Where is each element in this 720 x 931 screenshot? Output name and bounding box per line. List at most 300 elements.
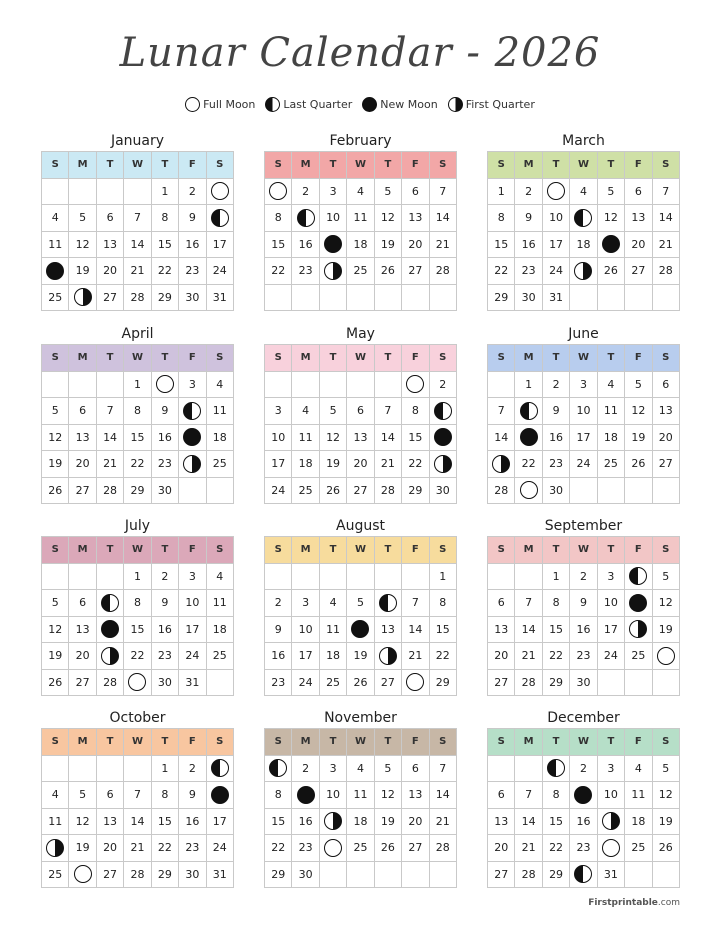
- month-grid: [264, 344, 457, 504]
- day-cell: 3: [320, 179, 347, 206]
- empty-cell: [320, 862, 347, 889]
- day-cell: 17: [265, 451, 292, 478]
- day-cell-first: [179, 451, 206, 478]
- day-cell: 27: [69, 670, 96, 697]
- day-cell: 16: [152, 617, 179, 644]
- day-cell: 14: [515, 617, 542, 644]
- footer-brand-suffix: .com: [657, 898, 680, 908]
- day-cell: 7: [402, 590, 429, 617]
- month-june: [487, 324, 680, 504]
- day-cell: 4: [347, 179, 374, 206]
- day-cell-new: [598, 232, 625, 259]
- day-cell: 9: [265, 617, 292, 644]
- day-cell-full: [320, 835, 347, 862]
- day-cell: 5: [598, 179, 625, 206]
- day-cell: 5: [347, 590, 374, 617]
- day-cell: 8: [152, 205, 179, 232]
- day-cell-full: [152, 372, 179, 399]
- day-cell: 13: [488, 617, 515, 644]
- day-cell: 27: [347, 478, 374, 505]
- day-cell-last: [97, 590, 124, 617]
- empty-cell: [42, 372, 69, 399]
- day-cell: 2: [179, 756, 206, 783]
- day-cell: 27: [97, 862, 124, 889]
- day-cell: 3: [265, 398, 292, 425]
- full-moon-icon: [211, 182, 229, 200]
- new-moon-icon: [434, 428, 452, 446]
- day-cell: 10: [320, 205, 347, 232]
- day-cell: 24: [207, 835, 234, 862]
- day-cell: 3: [598, 564, 625, 591]
- day-cell: 23: [179, 258, 206, 285]
- day-cell: 29: [124, 478, 151, 505]
- day-cell: 30: [179, 285, 206, 312]
- weekday-header: F: [625, 537, 652, 564]
- weekday-header: S: [42, 537, 69, 564]
- day-cell-full: [402, 372, 429, 399]
- day-cell: 6: [488, 590, 515, 617]
- day-cell: 12: [320, 425, 347, 452]
- weekday-header: W: [347, 152, 374, 179]
- day-cell: 16: [292, 232, 319, 259]
- weekday-header: M: [292, 345, 319, 372]
- day-cell: 31: [543, 285, 570, 312]
- full-moon-icon: [185, 97, 200, 112]
- day-cell: 18: [292, 451, 319, 478]
- day-cell: 28: [430, 258, 457, 285]
- first-quarter-icon: [46, 839, 64, 857]
- day-cell-new: [179, 425, 206, 452]
- first-quarter-icon: [448, 97, 463, 112]
- empty-cell: [347, 285, 374, 312]
- empty-cell: [488, 564, 515, 591]
- day-cell-first: [97, 643, 124, 670]
- day-cell: 20: [625, 232, 652, 259]
- day-cell: 21: [124, 258, 151, 285]
- day-cell: 29: [265, 862, 292, 889]
- day-cell: 25: [207, 451, 234, 478]
- full-moon-icon: [74, 865, 92, 883]
- day-cell: 25: [625, 643, 652, 670]
- empty-cell: [292, 372, 319, 399]
- new-moon-icon: [629, 594, 647, 612]
- day-cell: 13: [488, 809, 515, 836]
- weekday-header: S: [207, 729, 234, 756]
- day-cell: 16: [152, 425, 179, 452]
- month-november: [264, 708, 457, 888]
- month-name: October: [109, 710, 166, 726]
- day-cell: 28: [97, 478, 124, 505]
- weekday-header: S: [42, 345, 69, 372]
- day-cell-full: [653, 643, 680, 670]
- weekday-header: F: [402, 537, 429, 564]
- day-cell: 16: [179, 232, 206, 259]
- weekday-header: T: [152, 345, 179, 372]
- day-cell-full: [598, 835, 625, 862]
- last-quarter-icon: [574, 209, 592, 227]
- weekday-header: S: [430, 345, 457, 372]
- weekday-header: T: [598, 152, 625, 179]
- day-cell: 3: [570, 372, 597, 399]
- day-cell: 25: [347, 835, 374, 862]
- weekday-header: F: [402, 729, 429, 756]
- day-cell: 4: [42, 205, 69, 232]
- last-quarter-icon: [574, 865, 592, 883]
- full-moon-icon: [657, 647, 675, 665]
- day-cell: 22: [543, 643, 570, 670]
- first-quarter-icon: [602, 812, 620, 830]
- day-cell: 29: [430, 670, 457, 697]
- day-cell: 28: [124, 862, 151, 889]
- day-cell: 9: [179, 205, 206, 232]
- day-cell: 8: [124, 590, 151, 617]
- day-cell: 12: [42, 617, 69, 644]
- weekday-header: W: [347, 537, 374, 564]
- empty-cell: [292, 564, 319, 591]
- day-cell: 3: [179, 564, 206, 591]
- day-cell: 1: [152, 756, 179, 783]
- weekday-header: S: [430, 537, 457, 564]
- new-moon-icon: [351, 620, 369, 638]
- day-cell: 8: [124, 398, 151, 425]
- day-cell: 19: [375, 809, 402, 836]
- moon-legend: [0, 94, 720, 114]
- day-cell: 12: [653, 782, 680, 809]
- day-cell: 21: [515, 835, 542, 862]
- day-cell: 3: [320, 756, 347, 783]
- day-cell: 10: [179, 590, 206, 617]
- day-cell-last: [265, 756, 292, 783]
- weekday-header: S: [488, 537, 515, 564]
- weekday-header: S: [488, 345, 515, 372]
- weekday-header: F: [402, 345, 429, 372]
- weekday-header: T: [320, 152, 347, 179]
- day-cell: 12: [375, 782, 402, 809]
- weekday-header: W: [124, 152, 151, 179]
- day-cell: 16: [265, 643, 292, 670]
- day-cell: 21: [402, 643, 429, 670]
- day-cell: 29: [488, 285, 515, 312]
- day-cell: 6: [69, 398, 96, 425]
- weekday-header: W: [124, 729, 151, 756]
- day-cell: 28: [515, 670, 542, 697]
- day-cell: 24: [207, 258, 234, 285]
- empty-cell: [320, 285, 347, 312]
- footer-brand: [588, 898, 680, 908]
- last-quarter-icon: [265, 97, 280, 112]
- day-cell: 25: [207, 643, 234, 670]
- day-cell: 8: [543, 782, 570, 809]
- day-cell: 10: [320, 782, 347, 809]
- day-cell: 19: [653, 809, 680, 836]
- month-name: March: [562, 133, 605, 149]
- day-cell: 5: [42, 590, 69, 617]
- full-moon-icon: [156, 375, 174, 393]
- day-cell: 20: [97, 835, 124, 862]
- full-moon-icon: [128, 673, 146, 691]
- day-cell: 21: [515, 643, 542, 670]
- month-grid: [487, 536, 680, 696]
- first-quarter-icon: [492, 455, 510, 473]
- day-cell: 8: [430, 590, 457, 617]
- day-cell: 20: [69, 451, 96, 478]
- day-cell: 17: [179, 617, 206, 644]
- full-moon-icon: [547, 182, 565, 200]
- day-cell: 1: [488, 179, 515, 206]
- day-cell: 8: [265, 782, 292, 809]
- day-cell: 16: [543, 425, 570, 452]
- day-cell: 15: [124, 617, 151, 644]
- day-cell: 11: [347, 205, 374, 232]
- full-moon-icon: [269, 182, 287, 200]
- last-quarter-icon: [297, 209, 315, 227]
- day-cell: 23: [265, 670, 292, 697]
- day-cell-last: [570, 205, 597, 232]
- weekday-header: S: [207, 345, 234, 372]
- month-august: [264, 516, 457, 696]
- weekday-header: T: [543, 152, 570, 179]
- day-cell: 30: [152, 670, 179, 697]
- empty-cell: [375, 285, 402, 312]
- day-cell: 27: [97, 285, 124, 312]
- day-cell: 14: [430, 205, 457, 232]
- day-cell: 7: [97, 398, 124, 425]
- day-cell: 18: [207, 617, 234, 644]
- day-cell: 17: [207, 809, 234, 836]
- legend-label: Last Quarter: [283, 97, 353, 111]
- day-cell: 19: [653, 617, 680, 644]
- day-cell: 4: [347, 756, 374, 783]
- day-cell: 29: [152, 862, 179, 889]
- empty-cell: [42, 564, 69, 591]
- day-cell: 6: [97, 782, 124, 809]
- day-cell: 18: [598, 425, 625, 452]
- day-cell: 31: [207, 285, 234, 312]
- empty-cell: [402, 564, 429, 591]
- weekday-header: S: [42, 152, 69, 179]
- day-cell: 2: [152, 564, 179, 591]
- day-cell: 2: [543, 372, 570, 399]
- legend-label: New Moon: [380, 97, 438, 111]
- empty-cell: [69, 372, 96, 399]
- day-cell-new: [97, 617, 124, 644]
- weekday-header: W: [124, 537, 151, 564]
- day-cell: 10: [543, 205, 570, 232]
- weekday-header: M: [515, 729, 542, 756]
- day-cell: 15: [265, 232, 292, 259]
- day-cell: 24: [292, 670, 319, 697]
- day-cell: 9: [543, 398, 570, 425]
- day-cell: 23: [292, 258, 319, 285]
- day-cell: 25: [42, 862, 69, 889]
- weekday-header: T: [152, 537, 179, 564]
- empty-cell: [207, 478, 234, 505]
- day-cell: 5: [653, 756, 680, 783]
- weekday-header: W: [347, 345, 374, 372]
- day-cell: 21: [375, 451, 402, 478]
- day-cell: 17: [207, 232, 234, 259]
- day-cell: 9: [515, 205, 542, 232]
- day-cell: 6: [488, 782, 515, 809]
- first-quarter-icon: [183, 455, 201, 473]
- month-january: [41, 131, 234, 311]
- empty-cell: [488, 372, 515, 399]
- day-cell-new: [625, 590, 652, 617]
- month-grid: [41, 151, 234, 311]
- weekday-header: S: [42, 729, 69, 756]
- day-cell: 27: [625, 258, 652, 285]
- day-cell: 15: [152, 809, 179, 836]
- day-cell: 2: [430, 372, 457, 399]
- day-cell: 27: [653, 451, 680, 478]
- day-cell: 20: [97, 258, 124, 285]
- empty-cell: [265, 372, 292, 399]
- day-cell: 22: [152, 835, 179, 862]
- day-cell: 24: [598, 643, 625, 670]
- day-cell: 2: [265, 590, 292, 617]
- legend-item-last-quarter: [265, 97, 352, 112]
- weekday-header: T: [543, 345, 570, 372]
- day-cell: 19: [347, 643, 374, 670]
- day-cell: 5: [42, 398, 69, 425]
- day-cell: 18: [347, 232, 374, 259]
- day-cell-full: [207, 179, 234, 206]
- day-cell: 22: [265, 258, 292, 285]
- day-cell: 26: [625, 451, 652, 478]
- day-cell: 1: [430, 564, 457, 591]
- day-cell-new: [347, 617, 374, 644]
- day-cell: 24: [179, 643, 206, 670]
- day-cell: 5: [653, 564, 680, 591]
- last-quarter-icon: [101, 594, 119, 612]
- day-cell: 20: [488, 643, 515, 670]
- day-cell: 30: [292, 862, 319, 889]
- day-cell: 26: [375, 835, 402, 862]
- day-cell: 21: [430, 232, 457, 259]
- day-cell: 16: [570, 809, 597, 836]
- day-cell: 11: [347, 782, 374, 809]
- day-cell: 24: [265, 478, 292, 505]
- month-name: May: [346, 326, 375, 342]
- day-cell-full: [124, 670, 151, 697]
- day-cell: 5: [375, 756, 402, 783]
- day-cell: 23: [543, 451, 570, 478]
- day-cell: 2: [515, 179, 542, 206]
- day-cell: 10: [598, 590, 625, 617]
- empty-cell: [265, 285, 292, 312]
- day-cell: 8: [265, 205, 292, 232]
- day-cell: 14: [124, 809, 151, 836]
- day-cell: 25: [347, 258, 374, 285]
- day-cell: 7: [124, 205, 151, 232]
- day-cell: 11: [320, 617, 347, 644]
- day-cell: 7: [515, 590, 542, 617]
- full-moon-icon: [520, 481, 538, 499]
- day-cell: 22: [265, 835, 292, 862]
- day-cell: 29: [543, 670, 570, 697]
- day-cell-last: [430, 398, 457, 425]
- day-cell: 11: [42, 809, 69, 836]
- day-cell: 13: [375, 617, 402, 644]
- day-cell: 12: [625, 398, 652, 425]
- weekday-header: M: [292, 537, 319, 564]
- day-cell: 21: [430, 809, 457, 836]
- day-cell: 5: [69, 205, 96, 232]
- day-cell: 6: [625, 179, 652, 206]
- weekday-header: W: [124, 345, 151, 372]
- weekday-header: F: [179, 729, 206, 756]
- empty-cell: [265, 564, 292, 591]
- weekday-header: T: [598, 537, 625, 564]
- day-cell: 23: [292, 835, 319, 862]
- day-cell: 8: [543, 590, 570, 617]
- weekday-header: F: [625, 345, 652, 372]
- day-cell: 11: [625, 782, 652, 809]
- day-cell: 8: [402, 398, 429, 425]
- day-cell: 16: [179, 809, 206, 836]
- full-moon-icon: [324, 839, 342, 857]
- empty-cell: [179, 478, 206, 505]
- day-cell: 4: [207, 564, 234, 591]
- day-cell: 4: [207, 372, 234, 399]
- day-cell: 9: [179, 782, 206, 809]
- empty-cell: [320, 372, 347, 399]
- month-name: February: [329, 133, 392, 149]
- empty-cell: [69, 564, 96, 591]
- day-cell-new: [292, 782, 319, 809]
- day-cell-full: [265, 179, 292, 206]
- month-december: [487, 708, 680, 888]
- day-cell: 1: [152, 179, 179, 206]
- day-cell: 21: [653, 232, 680, 259]
- weekday-header: M: [515, 152, 542, 179]
- weekday-header: S: [265, 152, 292, 179]
- month-grid: [264, 728, 457, 888]
- month-grid: [264, 151, 457, 311]
- day-cell: 29: [152, 285, 179, 312]
- day-cell: 30: [179, 862, 206, 889]
- day-cell: 15: [402, 425, 429, 452]
- day-cell: 26: [375, 258, 402, 285]
- day-cell-last: [570, 862, 597, 889]
- weekday-header: T: [598, 345, 625, 372]
- day-cell-full: [543, 179, 570, 206]
- day-cell: 15: [152, 232, 179, 259]
- day-cell: 17: [570, 425, 597, 452]
- last-quarter-icon: [269, 759, 287, 777]
- day-cell: 14: [653, 205, 680, 232]
- day-cell: 16: [570, 617, 597, 644]
- month-grid: [41, 728, 234, 888]
- day-cell: 7: [430, 756, 457, 783]
- day-cell: 31: [207, 862, 234, 889]
- day-cell: 22: [488, 258, 515, 285]
- weekday-header: F: [179, 537, 206, 564]
- day-cell: 25: [292, 478, 319, 505]
- day-cell: 28: [124, 285, 151, 312]
- day-cell: 20: [402, 232, 429, 259]
- day-cell-last: [375, 590, 402, 617]
- day-cell: 8: [152, 782, 179, 809]
- weekday-header: T: [320, 345, 347, 372]
- day-cell: 30: [430, 478, 457, 505]
- full-moon-icon: [406, 673, 424, 691]
- weekday-header: T: [320, 729, 347, 756]
- month-february: [264, 131, 457, 311]
- month-october: [41, 708, 234, 888]
- day-cell: 15: [543, 617, 570, 644]
- month-name: September: [544, 518, 623, 534]
